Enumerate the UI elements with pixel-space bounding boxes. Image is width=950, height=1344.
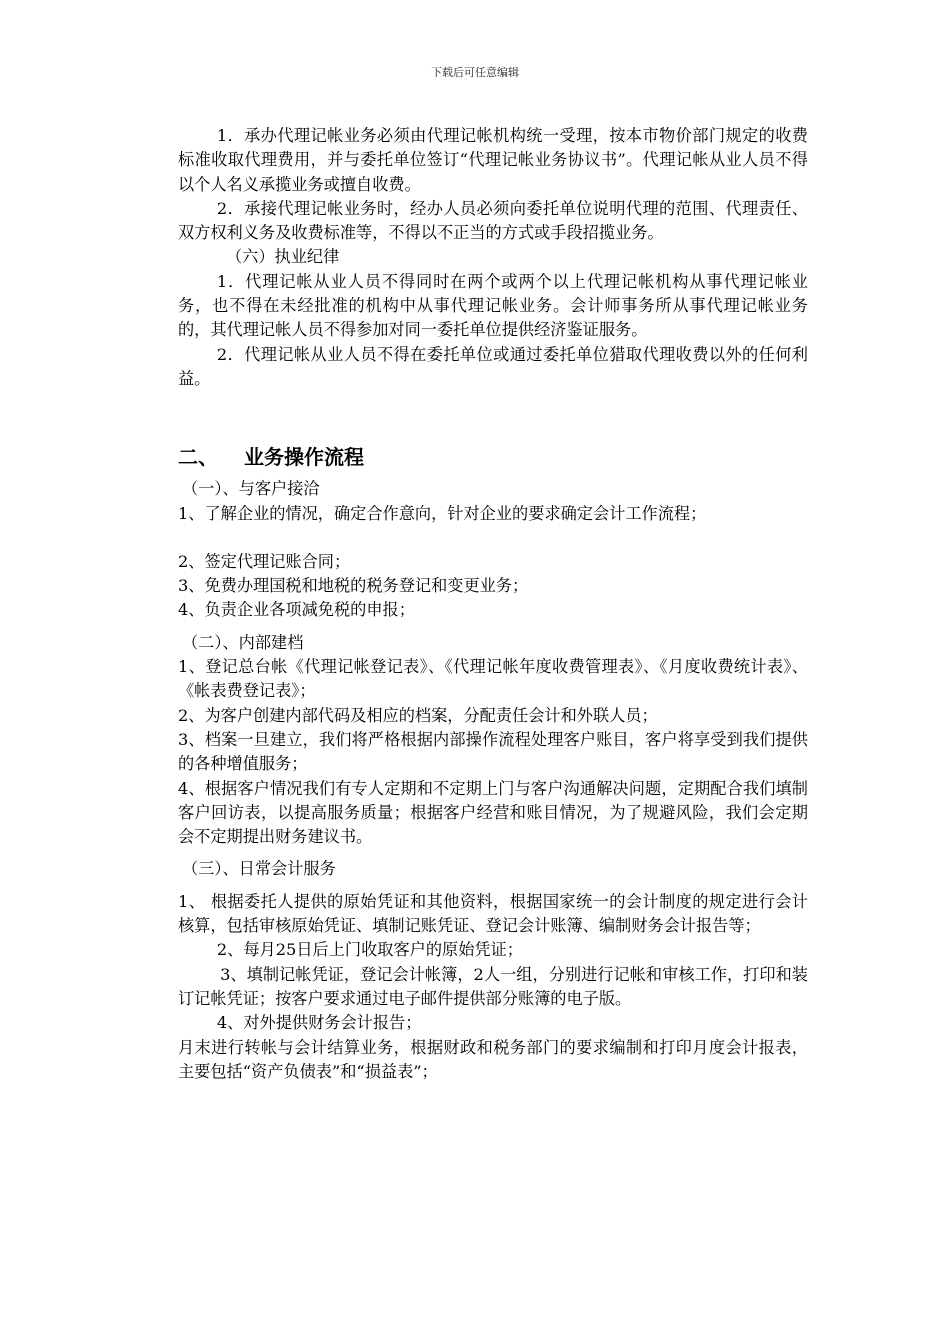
list-item: 3、填制记帐凭证，登记会计帐簿，2人一组，分别进行记帐和审核工作，打印和装订记帐凭证；按客户要求通过电子邮件提供部分账簿的电子版。 xyxy=(178,964,808,1008)
subsection-heading: （一）、与客户接洽 xyxy=(182,479,320,499)
section-heading xyxy=(178,443,808,471)
list-item: 3、免费办理国税和地税的税务登记和变更业务； xyxy=(178,576,529,596)
list-item: 4、对外提供财务会计报告； xyxy=(216,1013,422,1033)
page-header-watermark: 下载后可任意编辑 xyxy=(431,66,519,79)
list-item: 2、为客户创建内部代码及相应的档案，分配责任会计和外联人员； xyxy=(178,705,658,725)
paragraph: 2．代理记帐从业人员不得在委托单位或通过委托单位猎取代理收费以外的任何利益。 xyxy=(178,344,808,388)
paragraph: 1．承办代理记帐业务必须由代理记帐机构统一受理，按本市物价部门规定的收费标准收取代理费用，并与委托单位签订“代理记帐业务协议书”。代理记帐从业人员不得以个人名义承揽业务或擅自收费。 xyxy=(178,126,808,194)
subsection-heading: （三）、日常会计服务 xyxy=(182,859,336,879)
list-item: 1、了解企业的情况，确定合作意向，针对企业的要求确定会计工作流程； xyxy=(178,503,707,523)
paragraph: 月末进行转帐与会计结算业务，根据财政和税务部门的要求编制和打印月度会计报表，主要包括“资产负债表”和“损益表”； xyxy=(178,1037,808,1081)
list-item: 2、每月25日后上门收取客户的原始凭证； xyxy=(216,940,523,960)
paragraph: 1．代理记帐从业人员不得同时在两个或两个以上代理记帐机构从事代理记帐业务，也不得在未经批准的机构中从事代理记帐业务。会计师事务所从事代理记帐业务的，其代理记帐人员不得参加对同一委托单位提供经济鉴证服务。 xyxy=(178,271,808,340)
paragraph: 2．承接代理记帐业务时，经办人员必须向委托单位说明代理的范围、代理责任、双方权利义务及收费标准等，不得以不正当的方式或手段招揽业务。 xyxy=(178,198,808,243)
subsection-heading: （二）、内部建档 xyxy=(182,632,304,652)
list-item: 1、登记总台帐《代理记帐登记表》、《代理记帐年度收费管理表》、《月度收费统计表》、《帐表费登记表》； xyxy=(178,657,808,701)
document-body xyxy=(178,124,808,1084)
list-item: 3、档案一旦建立，我们将严格根据内部操作流程处理客户账目，客户将享受到我们提供的各种增值服务； xyxy=(178,729,808,774)
section-number: 二、 xyxy=(178,445,218,470)
list-item: 2、签定代理记账合同； xyxy=(178,551,351,571)
subsection-heading: （六）执业纪律 xyxy=(226,247,340,267)
list-item: 1、 根据委托人提供的原始凭证和其他资料，根据国家统一的会计制度的规定进行会计核算，包括审核原始凭证、填制记账凭证、登记会计账簿、编制财务会计报告等； xyxy=(178,891,808,936)
section-title: 业务操作流程 xyxy=(244,445,364,470)
list-item: 4、根据客户情况我们有专人定期和不定期上门与客户沟通解决问题，定期配合我们填制客户回访表，以提高服务质量；根据客户经营和账目情况，为了规避风险，我们会定期会不定期提出财务建议书。 xyxy=(178,778,808,847)
list-item: 4、负责企业各项减免税的申报； xyxy=(178,600,415,620)
